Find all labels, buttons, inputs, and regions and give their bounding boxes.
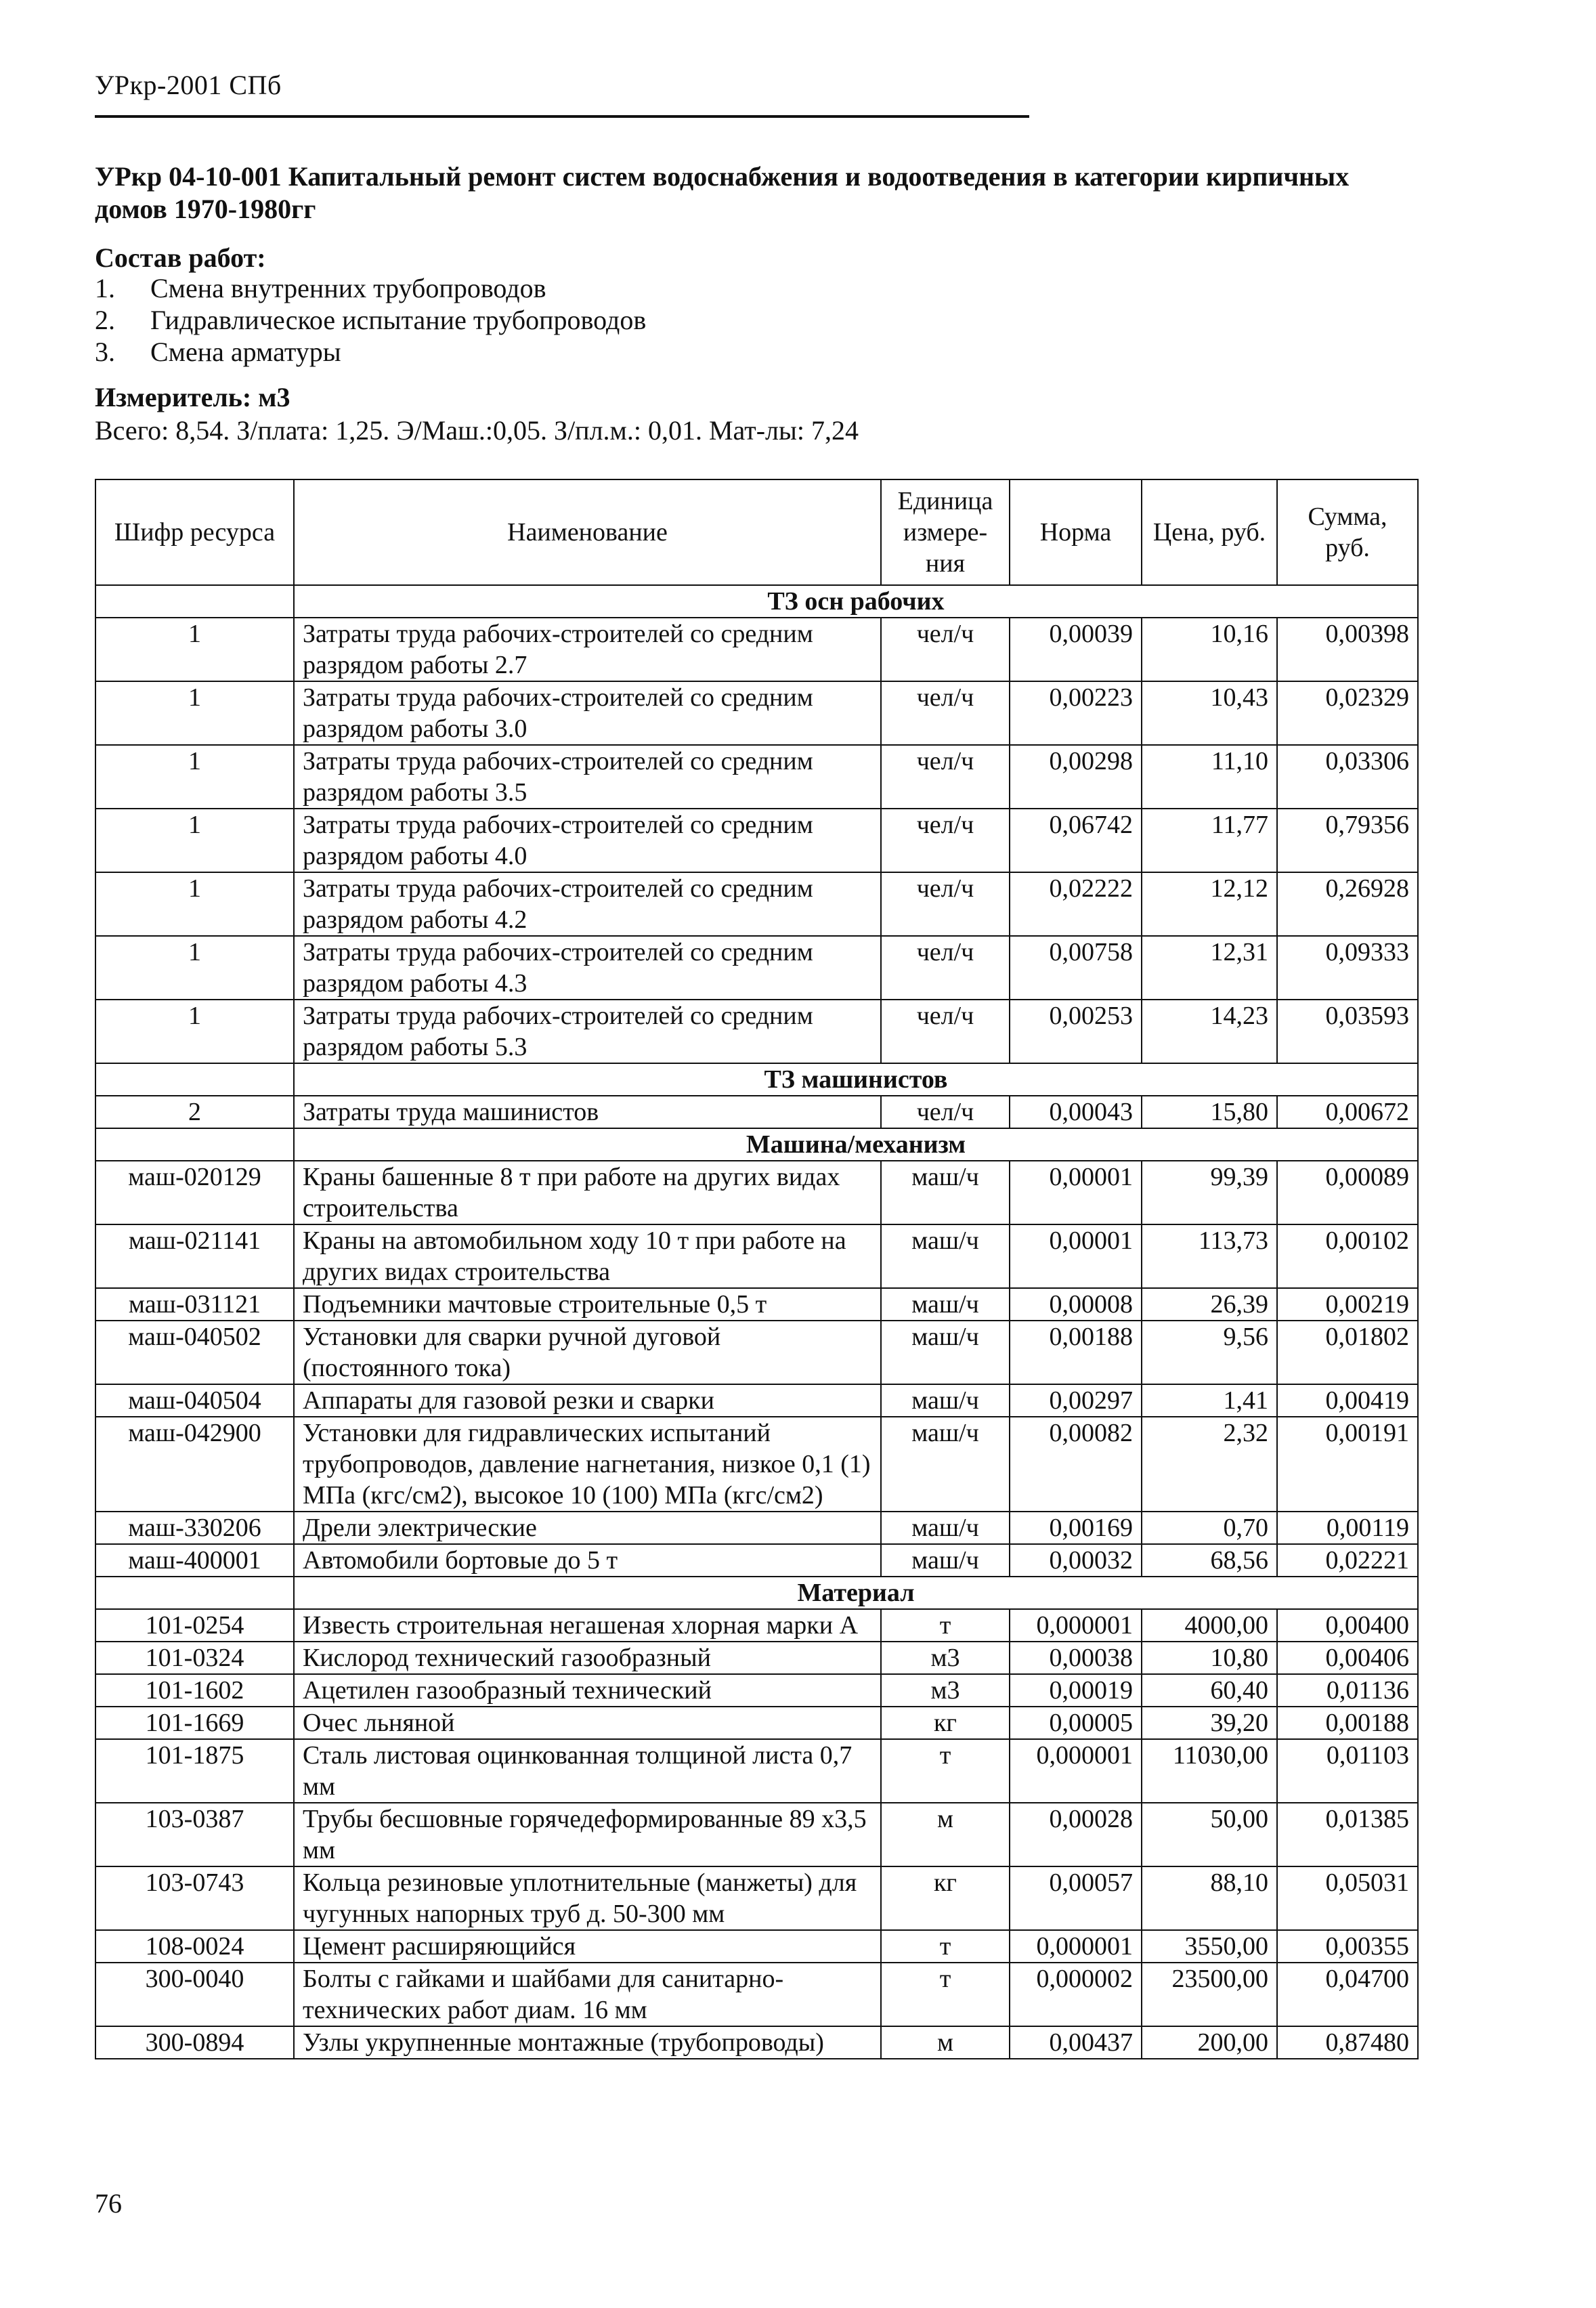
cell-unit: чел/ч <box>881 1000 1010 1063</box>
cell-unit: м3 <box>881 1642 1010 1674</box>
group-spacer-cell <box>95 1577 294 1609</box>
cell-sum: 0,00419 <box>1277 1384 1418 1417</box>
cell-norm: 0,00039 <box>1010 618 1142 681</box>
work-item-number: 2. <box>95 305 115 335</box>
cell-norm: 0,00057 <box>1010 1866 1142 1930</box>
cell-name: Кислород технический газообразный <box>294 1642 881 1674</box>
cell-code: 1 <box>95 936 294 1000</box>
work-item-text: Смена внутренних трубопроводов <box>150 273 546 303</box>
cell-name: Автомобили бортовые до 5 т <box>294 1544 881 1577</box>
cell-price: 88,10 <box>1142 1866 1277 1930</box>
cell-price: 2,32 <box>1142 1417 1277 1512</box>
table-row <box>95 1609 1418 1642</box>
work-item <box>95 336 646 368</box>
cell-price: 60,40 <box>1142 1674 1277 1707</box>
cell-sum: 0,00188 <box>1277 1707 1418 1739</box>
cell-sum: 0,05031 <box>1277 1866 1418 1930</box>
cell-code: маш-042900 <box>95 1417 294 1512</box>
cell-norm: 0,06742 <box>1010 809 1142 872</box>
measure-label: Измеритель: м3 <box>95 382 290 412</box>
cell-name: Узлы укрупненные монтажные (трубопроводы) <box>294 2026 881 2059</box>
cell-unit: маш/ч <box>881 1384 1010 1417</box>
table-row <box>95 681 1418 745</box>
table-row <box>95 872 1418 936</box>
table-row <box>95 1674 1418 1707</box>
cell-norm: 0,00223 <box>1010 681 1142 745</box>
group-title: ТЗ осн рабочих <box>294 585 1418 618</box>
cell-code: 103-0387 <box>95 1803 294 1866</box>
table-row <box>95 1161 1418 1224</box>
cell-unit: кг <box>881 1866 1010 1930</box>
cell-unit: маш/ч <box>881 1544 1010 1577</box>
cell-unit: чел/ч <box>881 745 1010 809</box>
table-row <box>95 1288 1418 1321</box>
work-item-number: 1. <box>95 273 115 303</box>
cell-unit: чел/ч <box>881 809 1010 872</box>
cell-sum: 0,09333 <box>1277 936 1418 1000</box>
cell-code: 101-1875 <box>95 1739 294 1803</box>
table-row <box>95 1930 1418 1963</box>
cell-price: 9,56 <box>1142 1321 1277 1384</box>
cell-sum: 0,00398 <box>1277 618 1418 681</box>
group-row <box>95 1577 1418 1609</box>
table-row <box>95 1512 1418 1544</box>
cell-name: Дрели электрические <box>294 1512 881 1544</box>
header-unit: Единица измере-ния <box>881 479 1010 585</box>
cell-price: 10,16 <box>1142 618 1277 681</box>
cell-name: Затраты труда рабочих-строителей со средним разрядом работы 4.3 <box>294 936 881 1000</box>
cell-code: 101-0324 <box>95 1642 294 1674</box>
cell-price: 12,12 <box>1142 872 1277 936</box>
cell-name: Трубы бесшовные горячедеформированные 89 х3,5 мм <box>294 1803 881 1866</box>
table-row <box>95 1417 1418 1512</box>
cell-name: Затраты труда рабочих-строителей со средним разрядом работы 3.5 <box>294 745 881 809</box>
cell-norm: 0,000001 <box>1010 1930 1142 1963</box>
cell-norm: 0,00297 <box>1010 1384 1142 1417</box>
cell-name: Сталь листовая оцинкованная толщиной листа 0,7 мм <box>294 1739 881 1803</box>
cell-sum: 0,87480 <box>1277 2026 1418 2059</box>
header-code: Шифр ресурса <box>95 479 294 585</box>
cell-code: 101-0254 <box>95 1609 294 1642</box>
cell-price: 14,23 <box>1142 1000 1277 1063</box>
cell-norm: 0,000002 <box>1010 1963 1142 2026</box>
cell-code: 1 <box>95 1000 294 1063</box>
cell-name: Кольца резиновые уплотнительные (манжеты) для чугунных напорных труб д. 50-300 мм <box>294 1866 881 1930</box>
cell-price: 11,10 <box>1142 745 1277 809</box>
work-composition-label: Состав работ: <box>95 242 266 273</box>
cell-price: 50,00 <box>1142 1803 1277 1866</box>
cell-unit: чел/ч <box>881 872 1010 936</box>
cell-unit: маш/ч <box>881 1321 1010 1384</box>
group-spacer-cell <box>95 1063 294 1096</box>
cell-code: 101-1602 <box>95 1674 294 1707</box>
table-row <box>95 1963 1418 2026</box>
document-title: УРкр 04-10-001 Капитальный ремонт систем водоснабжения и водоотведения в категории кирпичных домов 1970-1980гг <box>95 161 1350 224</box>
cell-sum: 0,00355 <box>1277 1930 1418 1963</box>
cell-name: Установки для гидравлических испытаний трубопроводов, давление нагнетания, низкое 0,1 (1) МПа (кгс/см2), высокое 10 (100) МПа (кгс/см2) <box>294 1417 881 1512</box>
table-row <box>95 1321 1418 1384</box>
group-title: ТЗ машинистов <box>294 1063 1418 1096</box>
cell-code: маш-330206 <box>95 1512 294 1544</box>
table-header-row <box>95 479 1418 585</box>
cell-norm: 0,00019 <box>1010 1674 1142 1707</box>
cell-code: 108-0024 <box>95 1930 294 1963</box>
cell-norm: 0,00188 <box>1010 1321 1142 1384</box>
table-row <box>95 1224 1418 1288</box>
table-row <box>95 1739 1418 1803</box>
cell-sum: 0,02329 <box>1277 681 1418 745</box>
header-divider <box>95 115 1029 118</box>
cell-name: Аппараты для газовой резки и сварки <box>294 1384 881 1417</box>
cell-name: Затраты труда рабочих-строителей со средним разрядом работы 2.7 <box>294 618 881 681</box>
table-row <box>95 1000 1418 1063</box>
page-number: 76 <box>95 2188 122 2219</box>
cell-code: 300-0040 <box>95 1963 294 2026</box>
cell-code: 1 <box>95 872 294 936</box>
cell-norm: 0,00298 <box>1010 745 1142 809</box>
cell-name: Краны на автомобильном ходу 10 т при работе на других видах строительства <box>294 1224 881 1288</box>
cell-norm: 0,00082 <box>1010 1417 1142 1512</box>
cell-unit: т <box>881 1930 1010 1963</box>
cell-unit: чел/ч <box>881 936 1010 1000</box>
cell-code: маш-400001 <box>95 1544 294 1577</box>
cell-sum: 0,01802 <box>1277 1321 1418 1384</box>
cell-name: Известь строительная негашеная хлорная марки А <box>294 1609 881 1642</box>
cell-code: 300-0894 <box>95 2026 294 2059</box>
cell-unit: маш/ч <box>881 1161 1010 1224</box>
table-row <box>95 1544 1418 1577</box>
cell-price: 23500,00 <box>1142 1963 1277 2026</box>
work-item <box>95 304 646 336</box>
cell-name: Ацетилен газообразный технический <box>294 1674 881 1707</box>
cell-code: маш-021141 <box>95 1224 294 1288</box>
cell-name: Подъемники мачтовые строительные 0,5 т <box>294 1288 881 1321</box>
running-head: УРкр-2001 СПб <box>95 70 282 100</box>
cell-name: Краны башенные 8 т при работе на других видах строительства <box>294 1161 881 1224</box>
cell-norm: 0,00169 <box>1010 1512 1142 1544</box>
cell-sum: 0,01103 <box>1277 1739 1418 1803</box>
group-spacer-cell <box>95 585 294 618</box>
cell-sum: 0,00400 <box>1277 1609 1418 1642</box>
table-row <box>95 936 1418 1000</box>
cell-price: 1,41 <box>1142 1384 1277 1417</box>
table-row <box>95 745 1418 809</box>
cell-unit: т <box>881 1609 1010 1642</box>
cell-price: 10,80 <box>1142 1642 1277 1674</box>
cell-unit: чел/ч <box>881 618 1010 681</box>
table-row <box>95 1707 1418 1739</box>
cell-code: 1 <box>95 618 294 681</box>
cell-sum: 0,00672 <box>1277 1096 1418 1128</box>
table-row <box>95 1803 1418 1866</box>
table-row <box>95 1642 1418 1674</box>
group-spacer-cell <box>95 1128 294 1161</box>
header-sum: Сумма, руб. <box>1277 479 1418 585</box>
cell-sum: 0,04700 <box>1277 1963 1418 2026</box>
cell-norm: 0,00032 <box>1010 1544 1142 1577</box>
totals-line: Всего: 8,54. З/плата: 1,25. Э/Маш.:0,05. З/пл.м.: 0,01. Мат-лы: 7,24 <box>95 415 859 446</box>
cell-norm: 0,00758 <box>1010 936 1142 1000</box>
cell-unit: маш/ч <box>881 1417 1010 1512</box>
cell-code: маш-020129 <box>95 1161 294 1224</box>
cell-sum: 0,26928 <box>1277 872 1418 936</box>
header-norm: Норма <box>1010 479 1142 585</box>
table-row <box>95 1866 1418 1930</box>
cell-norm: 0,000001 <box>1010 1739 1142 1803</box>
cell-price: 12,31 <box>1142 936 1277 1000</box>
cell-sum: 0,00102 <box>1277 1224 1418 1288</box>
cell-price: 68,56 <box>1142 1544 1277 1577</box>
cell-unit: маш/ч <box>881 1224 1010 1288</box>
cell-price: 39,20 <box>1142 1707 1277 1739</box>
cell-price: 0,70 <box>1142 1512 1277 1544</box>
work-composition-list <box>95 272 646 368</box>
cell-name: Очес льняной <box>294 1707 881 1739</box>
cell-price: 99,39 <box>1142 1161 1277 1224</box>
group-row <box>95 1063 1418 1096</box>
cell-price: 10,43 <box>1142 681 1277 745</box>
table-row <box>95 618 1418 681</box>
cell-sum: 0,00089 <box>1277 1161 1418 1224</box>
table-row <box>95 2026 1418 2059</box>
cell-code: 2 <box>95 1096 294 1128</box>
cell-sum: 0,02221 <box>1277 1544 1418 1577</box>
cell-unit: маш/ч <box>881 1512 1010 1544</box>
group-row <box>95 1128 1418 1161</box>
cell-name: Затраты труда рабочих-строителей со средним разрядом работы 4.2 <box>294 872 881 936</box>
cell-sum: 0,00191 <box>1277 1417 1418 1512</box>
cell-price: 11030,00 <box>1142 1739 1277 1803</box>
cell-sum: 0,00119 <box>1277 1512 1418 1544</box>
table-body <box>95 585 1418 2059</box>
table-row <box>95 1096 1418 1128</box>
cell-unit: чел/ч <box>881 681 1010 745</box>
cell-sum: 0,03306 <box>1277 745 1418 809</box>
cell-sum: 0,01136 <box>1277 1674 1418 1707</box>
cell-name: Цемент расширяющийся <box>294 1930 881 1963</box>
cell-code: 101-1669 <box>95 1707 294 1739</box>
cell-sum: 0,79356 <box>1277 809 1418 872</box>
cell-code: 103-0743 <box>95 1866 294 1930</box>
cell-unit: м <box>881 2026 1010 2059</box>
cell-price: 26,39 <box>1142 1288 1277 1321</box>
cell-sum: 0,03593 <box>1277 1000 1418 1063</box>
cell-sum: 0,00406 <box>1277 1642 1418 1674</box>
cell-price: 113,73 <box>1142 1224 1277 1288</box>
cell-norm: 0,00008 <box>1010 1288 1142 1321</box>
cell-norm: 0,02222 <box>1010 872 1142 936</box>
cell-norm: 0,00028 <box>1010 1803 1142 1866</box>
cell-norm: 0,000001 <box>1010 1609 1142 1642</box>
resources-table <box>95 479 1419 2059</box>
table-row <box>95 1384 1418 1417</box>
cell-unit: чел/ч <box>881 1096 1010 1128</box>
cell-code: 1 <box>95 809 294 872</box>
work-item <box>95 272 646 304</box>
cell-norm: 0,00001 <box>1010 1224 1142 1288</box>
header-price: Цена, руб. <box>1142 479 1277 585</box>
cell-code: 1 <box>95 745 294 809</box>
cell-code: 1 <box>95 681 294 745</box>
cell-sum: 0,00219 <box>1277 1288 1418 1321</box>
cell-code: маш-040504 <box>95 1384 294 1417</box>
cell-unit: т <box>881 1963 1010 2026</box>
group-title: Машина/механизм <box>294 1128 1418 1161</box>
header-name: Наименование <box>294 479 881 585</box>
cell-norm: 0,00001 <box>1010 1161 1142 1224</box>
cell-price: 4000,00 <box>1142 1609 1277 1642</box>
cell-unit: маш/ч <box>881 1288 1010 1321</box>
cell-price: 200,00 <box>1142 2026 1277 2059</box>
work-item-text: Смена арматуры <box>150 337 341 367</box>
work-item-text: Гидравлическое испытание трубопроводов <box>150 305 647 335</box>
table-row <box>95 809 1418 872</box>
cell-name: Затраты труда рабочих-строителей со средним разрядом работы 5.3 <box>294 1000 881 1063</box>
cell-price: 15,80 <box>1142 1096 1277 1128</box>
cell-unit: кг <box>881 1707 1010 1739</box>
cell-unit: т <box>881 1739 1010 1803</box>
group-row <box>95 585 1418 618</box>
cell-norm: 0,00005 <box>1010 1707 1142 1739</box>
cell-sum: 0,01385 <box>1277 1803 1418 1866</box>
cell-name: Затраты труда рабочих-строителей со средним разрядом работы 4.0 <box>294 809 881 872</box>
group-title: Материал <box>294 1577 1418 1609</box>
cell-name: Установки для сварки ручной дуговой (постоянного тока) <box>294 1321 881 1384</box>
cell-name: Затраты труда машинистов <box>294 1096 881 1128</box>
cell-code: маш-031121 <box>95 1288 294 1321</box>
cell-norm: 0,00437 <box>1010 2026 1142 2059</box>
cell-price: 3550,00 <box>1142 1930 1277 1963</box>
cell-unit: м <box>881 1803 1010 1866</box>
cell-code: маш-040502 <box>95 1321 294 1384</box>
cell-norm: 0,00253 <box>1010 1000 1142 1063</box>
cell-name: Затраты труда рабочих-строителей со средним разрядом работы 3.0 <box>294 681 881 745</box>
cell-name: Болты с гайками и шайбами для санитарно-технических работ диам. 16 мм <box>294 1963 881 2026</box>
cell-price: 11,77 <box>1142 809 1277 872</box>
cell-norm: 0,00038 <box>1010 1642 1142 1674</box>
cell-norm: 0,00043 <box>1010 1096 1142 1128</box>
work-item-number: 3. <box>95 337 115 367</box>
cell-unit: м3 <box>881 1674 1010 1707</box>
